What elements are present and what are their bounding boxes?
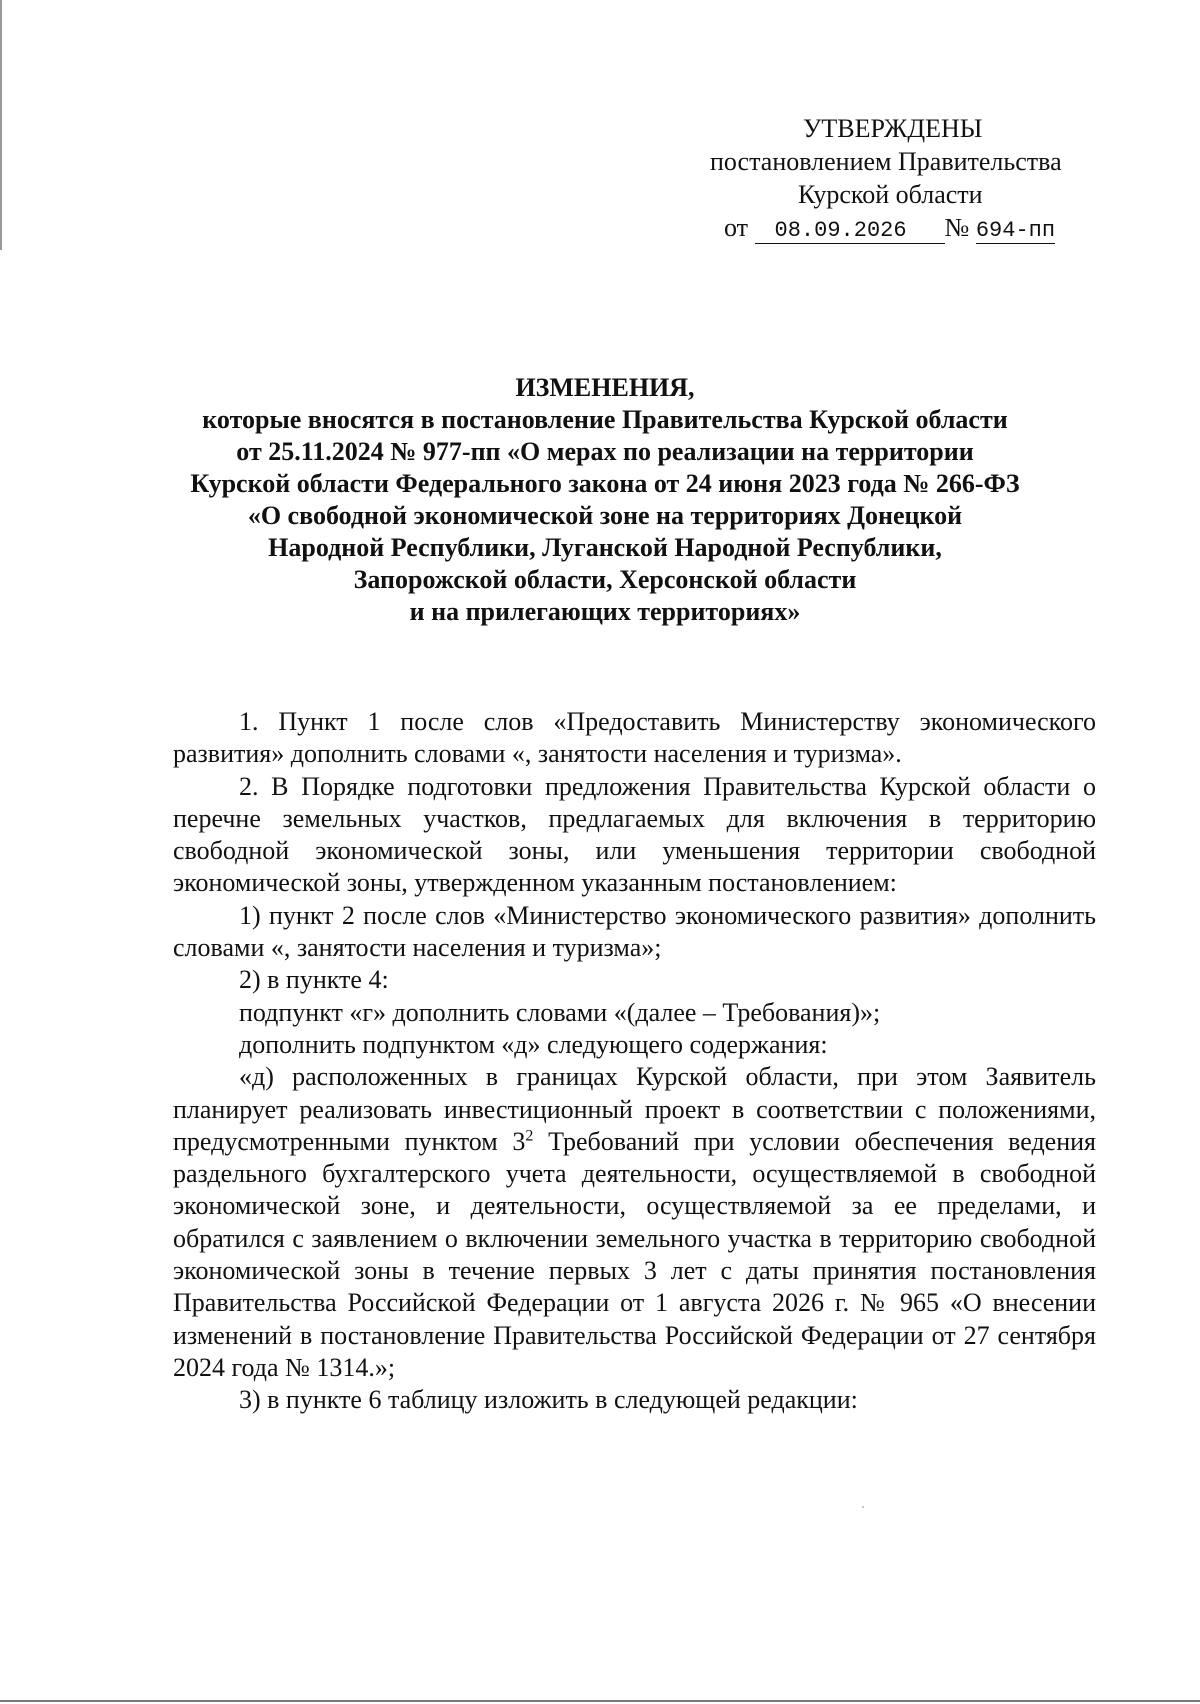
subitem-d-text <box>173 1061 1096 1384</box>
approval-stamp-block <box>690 112 1110 244</box>
heading-line: Курской области Федерального закона от 24 июня 2023 года № 266-ФЗ <box>190 469 1020 498</box>
subitem-g: подпункт «г» дополнить словами «(далее – Требования)»; <box>239 997 881 1027</box>
heading-line: и на прилегающих территориях» <box>409 597 801 626</box>
superscript: 2 <box>525 1127 534 1145</box>
approval-title: УТВЕРЖДЕНЫ <box>803 114 983 143</box>
approval-by: постановлением Правительства <box>710 147 1062 176</box>
paragraph-2-item-2: 2) в пункте 4: <box>239 965 389 995</box>
scan-bottom-edge <box>0 1700 1200 1702</box>
approval-region: Курской области <box>798 180 983 209</box>
subitem-d-intro: дополнить подпунктом «д» следующего содержания: <box>239 1029 828 1059</box>
number-prefix: № <box>944 213 970 242</box>
subitem-d-text-start: «д) расположенных в границах Курской области, при этом Заявитель планирует реализовать инвестиционный проект в соответствии с положениями, предусмотренными пунктом 3 <box>173 1062 1096 1156</box>
document-heading <box>160 372 1050 628</box>
heading-line: Запорожской области, Херсонской области <box>353 565 857 594</box>
approval-date-line <box>690 211 1110 244</box>
heading-line: от 25.11.2024 № 977-пп «О мерах по реализации на территории <box>236 437 974 466</box>
heading-line: «О свободной экономической зоне на территориях Донецкой <box>247 501 963 530</box>
paragraph-2-item-1: 1) пункт 2 после слов «Министерство экономического развития» дополнить словами «, занятости населения и туризма»; <box>173 900 1096 963</box>
subitem-d-text-end: Требований при условии обеспечения ведения раздельного бухгалтерского учета деятельности, осуществляемой в свободной экономической зоне, и деятельности, осуществляемой за ее пределами, и обратился с заявлением о включении земельного участка в территорию свободной экономической зоны в течение первых 3 лет с даты принятия постановления Правительства Российской Федерации от 1 августа 2026 г. № 965 «О внесении изменений в постановление Правительства Российской Федерации от 27 сентября 2024 года № 1314.»; <box>173 1126 1097 1382</box>
scan-dust <box>862 1506 864 1508</box>
date-prefix: от <box>724 213 749 242</box>
paragraph-2-item-3: 3) в пункте 6 таблицу изложить в следующей редакции: <box>239 1385 858 1415</box>
heading-line: Народной Республики, Луганской Народной Республики, <box>268 533 942 562</box>
paragraph-1: 1. Пункт 1 после слов «Предоставить Министерству экономического развития» дополнить словами «, занятости населения и туризма». <box>173 707 1096 769</box>
heading-title: ИЗМЕНЕНИЯ, <box>515 373 695 402</box>
approval-date: 08.09.2026 <box>755 219 945 244</box>
approval-number: 694-пп <box>975 218 1056 243</box>
document-body <box>173 706 1096 1417</box>
paragraph-2: 2. В Порядке подготовки предложения Правительства Курской области о перечне земельных участков, предлагаемых для включения в территорию свободной экономической зоны, или уменьшения территории свободной экономической зоны, утвержденном указанным постановлением: <box>173 771 1096 898</box>
heading-line: которые вносятся в постановление Правительства Курской области <box>202 405 1008 434</box>
scan-left-edge <box>0 0 2 250</box>
